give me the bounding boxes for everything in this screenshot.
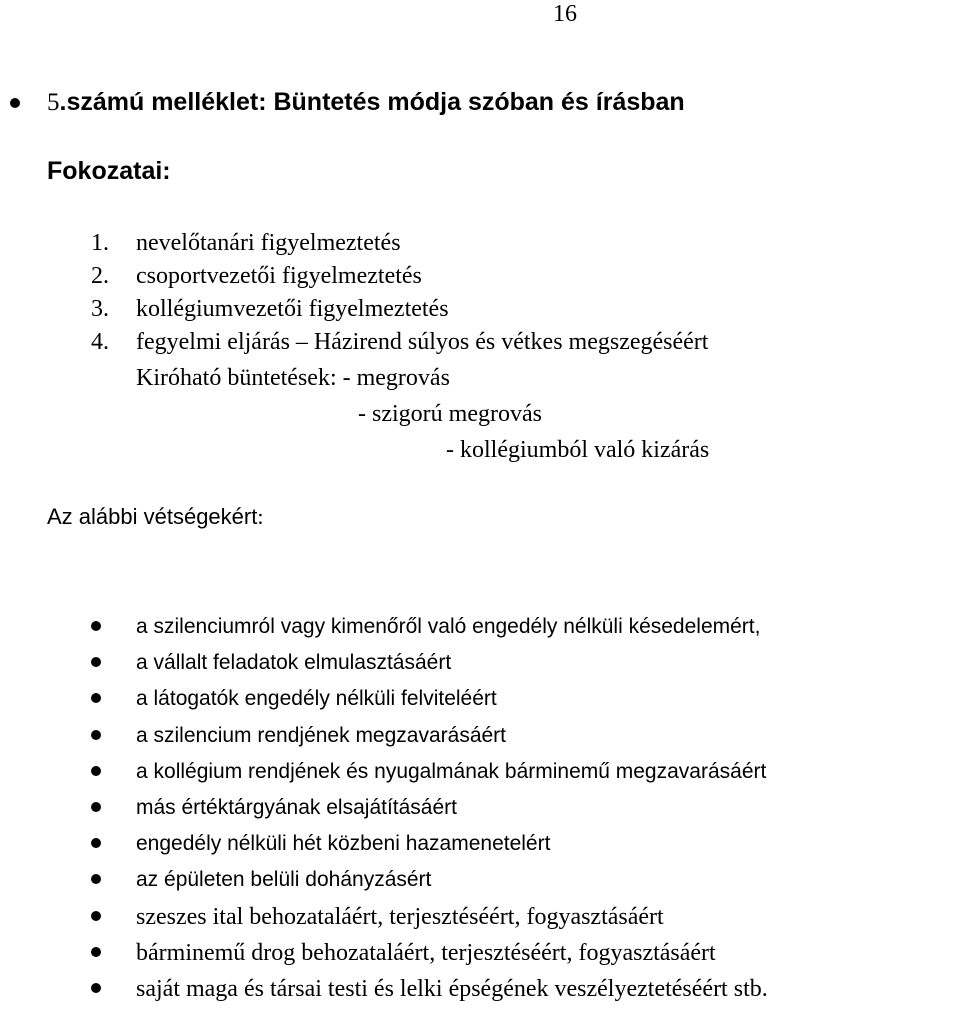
heading-text: [47, 86, 685, 119]
offenses-title-colon: :: [257, 504, 264, 529]
level-text: kollégiumvezetői figyelmeztetés: [136, 296, 449, 322]
list-item: [0, 826, 960, 862]
level-item: [91, 260, 708, 293]
level-number: 3.: [91, 296, 109, 322]
bullet-icon: [91, 657, 101, 667]
heading-number: 5: [47, 89, 60, 116]
punishments-label: Kiróható büntetések: - megrovás: [136, 365, 450, 391]
offense-text: engedély nélküli hét közbeni hazamenetelért: [136, 832, 551, 856]
punishment-item: - szigorú megrovás: [358, 401, 542, 427]
offense-text: saját maga és társai testi és lelki épségének veszélyeztetéséért stb.: [136, 975, 768, 1002]
offenses-title-text: Az alábbi vétségekért: [47, 504, 258, 529]
punishment-item: - kollégiumból való kizárás: [446, 437, 710, 463]
bullet-icon: [91, 730, 101, 740]
level-text: csoportvezetői figyelmeztetés: [136, 263, 422, 289]
list-item: [0, 681, 960, 717]
offense-text: más értéktárgyának elsajátításáért: [136, 795, 457, 819]
level-number: 1.: [91, 230, 109, 256]
level-number: 2.: [91, 263, 109, 289]
bullet-icon: [91, 983, 101, 993]
annex-heading: [0, 86, 960, 118]
offense-text: bárminemű drog behozataláért, terjesztéséért, fogyasztásáért: [136, 939, 716, 966]
offense-text: a kollégium rendjének és nyugalmának bárminemű megzavarásáért: [136, 759, 767, 783]
offense-text: szeszes ital behozataláért, terjesztéséért, fogyasztásáért: [136, 903, 664, 930]
bullet-icon: [91, 947, 101, 957]
offenses-list: [0, 609, 960, 1007]
list-item: [0, 971, 960, 1007]
list-item: [0, 862, 960, 898]
bullet-icon: [91, 802, 101, 812]
offenses-title: [47, 502, 263, 532]
levels-list: [91, 227, 708, 359]
level-item: [91, 293, 708, 326]
bullet-icon: [91, 621, 101, 631]
list-item: [0, 935, 960, 971]
offense-text: a látogatók engedély nélküli felviteléért: [136, 687, 497, 711]
list-item: [0, 609, 960, 645]
bullet-icon: [91, 693, 101, 703]
list-item: [0, 645, 960, 681]
level-number: 4.: [91, 329, 109, 355]
levels-title: Fokozatai:: [47, 157, 171, 185]
bullet-icon: [91, 874, 101, 884]
bullet-icon: [91, 766, 101, 776]
list-item: [0, 754, 960, 790]
list-item: [0, 718, 960, 754]
level-text: nevelőtanári figyelmeztetés: [136, 230, 401, 256]
offense-text: a szilenciumról vagy kimenőről való engedély nélküli késedelemért,: [136, 615, 761, 638]
list-item: [0, 899, 960, 935]
offense-text: a szilencium rendjének megzavarásáért: [136, 723, 507, 747]
heading-title: .számú melléklet: Büntetés módja szóban és írásban: [59, 88, 685, 116]
bullet-icon: [10, 98, 20, 108]
level-text: fegyelmi eljárás – Házirend súlyos és vétkes megszegéséért: [136, 329, 709, 355]
page-number: 16: [553, 1, 577, 27]
bullet-icon: [91, 838, 101, 848]
bullet-icon: [91, 911, 101, 921]
level-item: [91, 326, 708, 359]
offense-text: az épületen belüli dohányzásért: [136, 868, 432, 892]
offense-text: a vállalt feladatok elmulasztásáért: [136, 651, 452, 675]
level-item: [91, 227, 708, 260]
list-item: [0, 790, 960, 826]
